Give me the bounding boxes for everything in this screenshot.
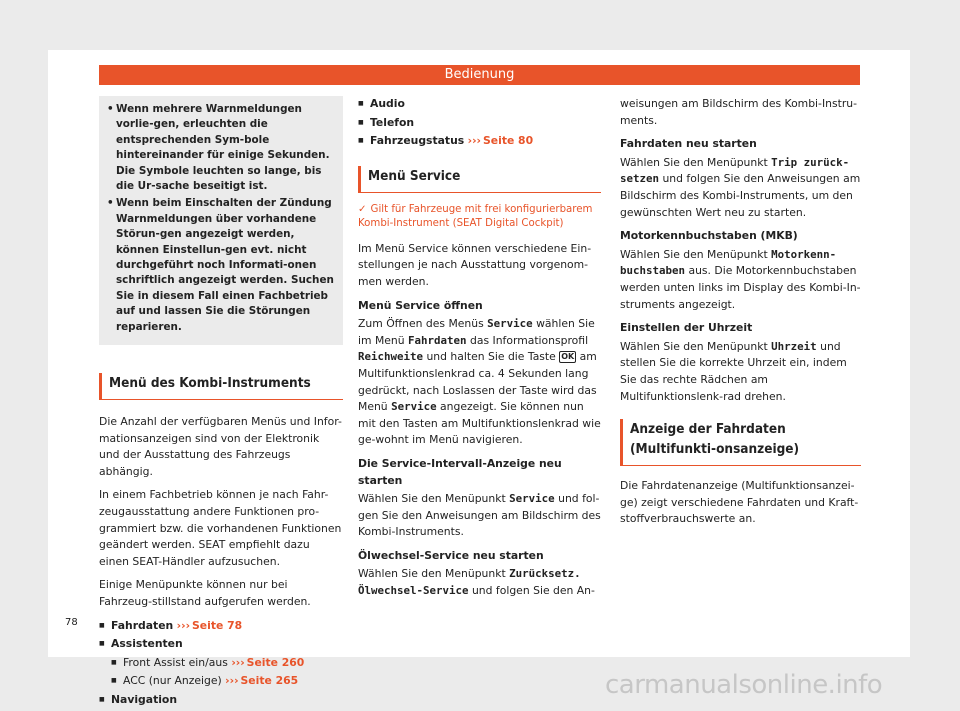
heading-kombi-menu: Menü des Kombi-Instruments	[99, 373, 343, 400]
check-icon: ✓	[358, 203, 367, 215]
subheading: Die Service-Intervall-Anzeige neu starten	[358, 456, 562, 487]
subheading: Einstellen der Uhrzeit	[620, 321, 753, 335]
paragraph: Wählen Sie den Menüpunkt Zurücksetz. Ölwechsel-Service und folgen Sie den An-	[358, 567, 595, 598]
column-middle	[358, 96, 601, 607]
paragraph: Zum Öffnen des Menüs Service wählen Sie im Menü Fahrdaten das Informationsprofil Reichweite und halten Sie die Taste OK am Multifunktionslenkrad ca. 4 Sekunden lang gedrückt, nach Loslassen der Taste wird das Menü Service angezeigt. Sie können nun mit den Tasten am Multifunktionslenkrad wie ge-wohnt im Menü navigieren.	[358, 317, 601, 447]
warning-item: • Wenn mehrere Warnmeldungen vorlie-gen, erleuchten die entsprechenden Sym-bole hintereinander für einige Sekunden. Die Symbole leuchten so lange, bis die Ur-sache beseitigt ist.	[107, 103, 330, 193]
column-right	[620, 96, 861, 535]
paragraph: Wählen Sie den Menüpunkt Service und fol-gen Sie den Anweisungen am Bildschirm des Kombi-Instruments.	[358, 492, 601, 539]
paragraph: Die Fahrdatenanzeige (Multifunktionsanzei-ge) zeigt verschiedene Fahrdaten und Kraft-stoffverbrauchswerte an.	[620, 479, 859, 526]
paragraph: In einem Fachbetrieb können je nach Fahr-zeugausstattung andere Funktionen pro-grammiert bzw. die vorhandenen Funktionen geändert werden. SEAT empfiehlt dazu einen SEAT-Händler aufzusuchen.	[99, 488, 342, 568]
watermark: carmanualsonline.info	[605, 670, 883, 700]
paragraph: Wählen Sie den Menüpunkt Motorkenn-buchstaben aus. Die Motorkennbuchstaben werden unten links im Display des Kombi-In-struments angezeigt.	[620, 247, 861, 311]
page-ref-link[interactable]: ››› Seite 260	[231, 655, 305, 669]
warning-box	[99, 96, 343, 345]
list-item-navigation: ■ Navigation	[99, 692, 343, 709]
paragraph: Im Menü Service können verschiedene Ein-stellungen je nach Ausstattung vorgenom-men werden.	[358, 241, 592, 288]
list-item-telefon: ■ Telefon	[358, 115, 601, 132]
page-number: 78	[65, 617, 78, 628]
section-header: Bedienung	[99, 65, 860, 85]
page-ref-link[interactable]: ››› Seite 80	[467, 134, 534, 148]
subheading: Fahrdaten neu starten	[620, 137, 757, 151]
applicability-note: ✓ Gilt für Fahrzeuge mit frei konfigurierbarem Kombi-Instrument (SEAT Digital Cockpit)	[358, 203, 593, 229]
list-item-fahrdaten: ■ Fahrdaten ››› Seite 78	[99, 618, 343, 635]
menu-list	[358, 96, 601, 150]
list-item-fahrzeugstatus: ■ Fahrzeugstatus ››› Seite 80	[358, 133, 601, 150]
paragraph: Wählen Sie den Menüpunkt Uhrzeit und stellen Sie die korrekte Uhrzeit ein, indem Sie das rechte Rädchen am Multifunktionslenk-rad drehen.	[620, 339, 847, 403]
list-item-assistenten: ■ Assistenten	[99, 636, 343, 653]
paragraph: weisungen am Bildschirm des Kombi-Instru-ments.	[620, 97, 858, 127]
heading-fahrdaten-anzeige: Anzeige der Fahrdaten (Multifunkti-onsanzeige)	[620, 419, 861, 466]
list-item-audio: ■ Audio	[358, 96, 601, 113]
page-ref-link[interactable]: ››› Seite 265	[225, 674, 299, 688]
paragraph: Einige Menüpunkte können nur bei Fahrzeug-stillstand aufgerufen werden.	[99, 578, 311, 609]
subheading: Motorkennbuchstaben (MKB)	[620, 229, 798, 243]
ok-key-icon: OK	[561, 352, 575, 362]
paragraph: Die Anzahl der verfügbaren Menüs und Infor-mationsanzeigen sind von der Elektronik und der Ausstattung des Fahrzeugs abhängig.	[99, 415, 342, 478]
page-ref-link[interactable]: ››› Seite 78	[176, 618, 243, 632]
subheading: Menü Service öffnen	[358, 298, 483, 312]
paragraph: Wählen Sie den Menüpunkt Trip zurück-setzen und folgen Sie den Anweisungen am Bildschirm des Kombi-Instruments, um den gewünschten Wert neu zu starten.	[620, 155, 861, 219]
list-item-front-assist: ■ Front Assist ein/aus ››› Seite 260	[99, 655, 343, 672]
warning-item: • Wenn beim Einschalten der Zündung Warnmeldungen über vorhandene Störun-gen angezeigt werden, können Einstellun-gen evt. nicht durchgeführt noch Informati-onen schriftlich angezeigt werden. Suchen Sie in diesem Fall einen Fachbetrieb auf und lassen Sie die Störungen reparieren.	[107, 197, 334, 333]
heading-service-menu: Menü Service	[358, 166, 601, 193]
subheading: Ölwechsel-Service neu starten	[358, 548, 544, 562]
menu-list	[99, 618, 343, 709]
list-item-acc: ■ ACC (nur Anzeige) ››› Seite 265	[99, 673, 343, 690]
column-left	[99, 96, 343, 711]
